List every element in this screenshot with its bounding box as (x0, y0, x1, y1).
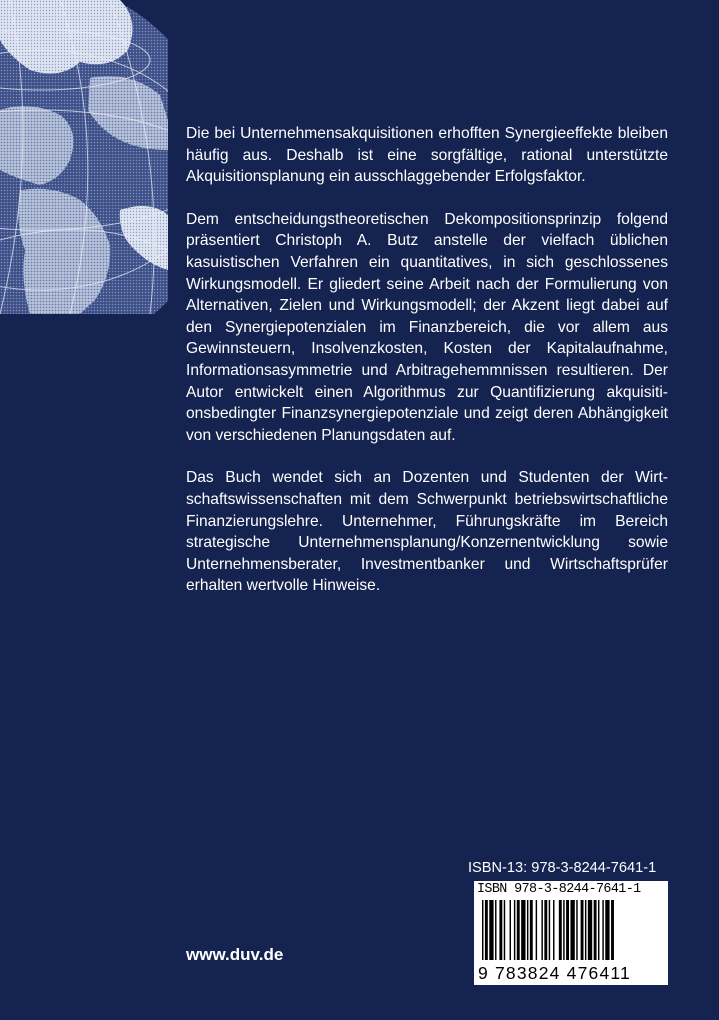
barcode-bar (581, 900, 584, 960)
blurb-paragraph-2: Dem entscheidungstheoretischen Dekompositionsprinzip folgend präsentiert Christoph A. Butz anstelle der vielfach üblichen kasuistischen Verfahren ein quantitatives, in sich geschlossenes Wirkungsmodell. Er gliedert seine Arbeit nach der Formulierung von Alternativen, Zielen und Wirkungsmodell; der Akzent liegt dabei auf den Synergiepotenzialen im Finanzbereich, die vor allem aus Gewinnsteuern, Insolvenzkosten, Kosten der Kapitalaufnahme, Informationsasymmetrie und Arbitragehemmnissen resultieren. Der Autor entwickelt einen Algorithmus zur Quantifizierung akquisitionsbedingter Finanzsynergiepotenziale und zeigt deren Abhängigkeit von verschiedenen Planungsdaten auf. (186, 210, 668, 444)
barcode-bar (605, 900, 609, 960)
barcode-bar (530, 900, 533, 960)
barcode-bar (495, 900, 496, 960)
barcode-bars (480, 900, 664, 965)
barcode-bar (517, 900, 520, 960)
barcode-bar (541, 900, 542, 960)
barcode-bar (549, 900, 550, 960)
barcode-bar (504, 900, 505, 960)
barcode-bar (570, 900, 574, 960)
barcode-bar (611, 900, 614, 960)
barcode-bar (585, 900, 586, 960)
barcode-bar (559, 900, 562, 960)
barcode-bar (602, 900, 603, 960)
barcode-bar (489, 900, 493, 960)
barcode-isbn-text: ISBN 978-3-8244-7641-1 (477, 882, 641, 897)
barcode-bar (544, 900, 547, 960)
barcode-bar (536, 900, 537, 960)
back-cover-blurb (186, 123, 668, 618)
barcode-bar (553, 900, 554, 960)
blurb-paragraph-1: Die bei Unternehmensakquisitionen erhofften Synergieeffekte bleiben häufig aus. Deshalb ist eine sorgfältige, rational unterstützte Akquisitionsplanung ein ausschlaggebender Erfolgsfaktor. (186, 125, 668, 186)
barcode-bar (576, 900, 577, 960)
globe-illustration (0, 0, 168, 314)
barcode-bar (566, 900, 569, 960)
barcode-bar (588, 900, 592, 960)
blurb-paragraph-3: Das Buch wendet sich an Dozenten und Studenten der Wirtschaftswissenschaften mit dem Schwerpunkt betriebswirtschaftliche Finanzierungslehre. Unternehmer, Führungskräfte im Bereich strategische Unternehmensplanung/Konzernentwicklung sowie Unternehmensberater, Investmentbanker und Wirtschaftsprüfer erhalten wertvolle Hinweise. (186, 469, 668, 595)
barcode-bar (514, 900, 515, 960)
barcode-digits: 9 783824 476411 (478, 963, 631, 983)
isbn-barcode (474, 881, 668, 985)
barcode-bar (521, 900, 525, 960)
barcode-bar (594, 900, 597, 960)
publisher-website: www.duv.de (186, 945, 284, 964)
barcode-bar (482, 900, 483, 960)
barcode-bar (598, 900, 599, 960)
barcode-bar (563, 900, 564, 960)
barcode-bar (499, 900, 502, 960)
isbn-label: ISBN-13: 978-3-8244-7641-1 (468, 860, 657, 876)
barcode-bar (527, 900, 528, 960)
barcode-bar (485, 900, 488, 960)
barcode-bar (510, 900, 511, 960)
